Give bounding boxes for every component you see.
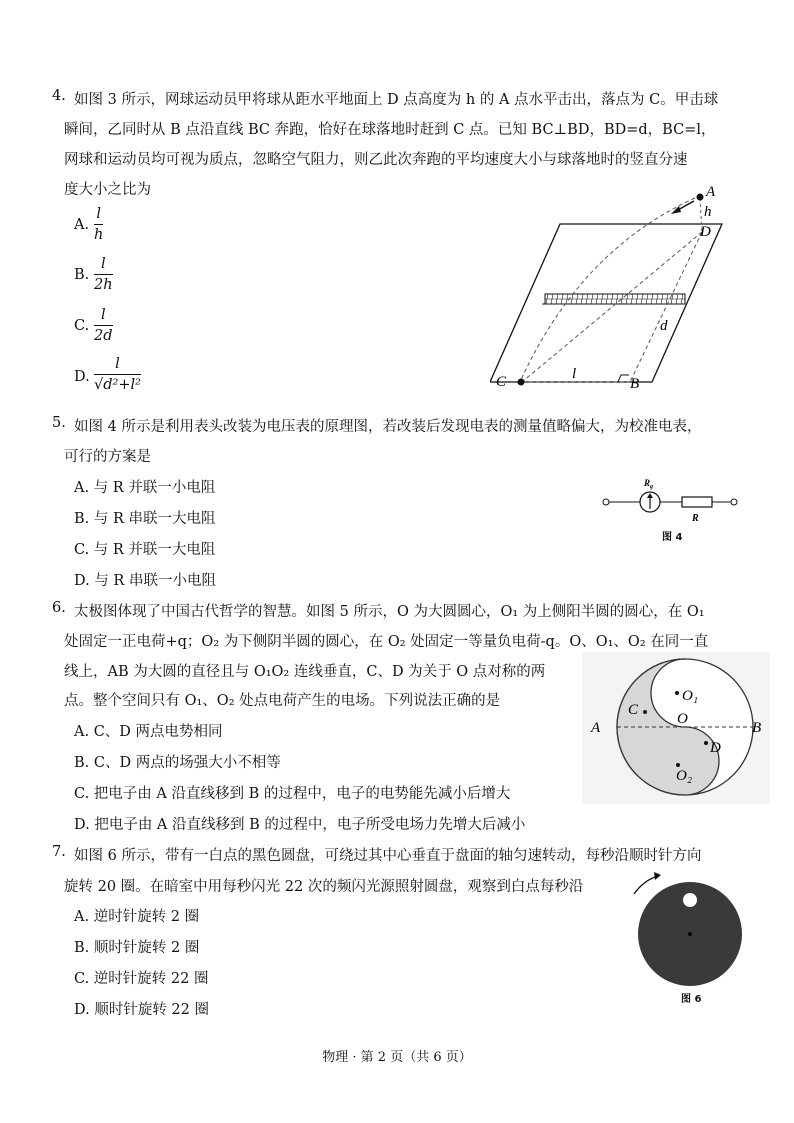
q6-option-d	[74, 813, 525, 834]
figure-5-taiji	[582, 652, 770, 804]
q7-line1: 如图 6 所示，带有一白点的黑色圆盘，可绕过其中心垂直于盘面的轴匀速转动，每秒沿顺时针方向	[74, 848, 702, 864]
q4-option-c-den: 2d	[94, 328, 113, 344]
q6-option-b-text: C、D 两点的场强大小不相等	[93, 755, 281, 771]
q4-option-b-den: 2h	[94, 277, 113, 293]
fig3-label-d-point: D	[700, 224, 711, 240]
q4-option-d-den: √d²+l²	[94, 377, 141, 393]
q5-option-c-text: 与 R 并联一大电阻	[93, 542, 216, 558]
q7-line2: 旋转 20 圈。在暗室中用每秒闪光 22 次的频闪光源照射圆盘，观察到白点每秒沿	[64, 879, 584, 895]
q5-option-a	[74, 476, 215, 497]
q5-option-d-label: D.	[74, 573, 90, 589]
q4-option-d-fraction	[94, 356, 141, 393]
q4-option-a-den: h	[94, 227, 104, 243]
fig5-label-b: B	[752, 720, 762, 736]
q5-option-d-text: 与 R 串联一小电阻	[94, 573, 216, 589]
q4-option-a-fraction	[94, 206, 103, 243]
q7-option-c-text: 逆时针旋转 22 圈	[93, 971, 209, 987]
q6-option-a	[74, 720, 223, 741]
q4-option-d-num: l	[115, 356, 120, 372]
q4-line3: 网球和运动员均可视为质点，忽略空气阻力，则乙此次奔跑的平均速度大小与球落地时的竖直分速	[64, 152, 688, 168]
q4-option-d-label: D.	[74, 369, 90, 385]
q7-option-d-text: 顺时针旋转 22 圈	[94, 1002, 209, 1018]
q7-option-a-label: A.	[74, 909, 90, 925]
fig3-label-h: h	[704, 204, 712, 220]
q5-line2: 可行的方案是	[64, 449, 151, 465]
q6-option-b	[74, 751, 281, 772]
q7-number: 7.	[52, 844, 66, 860]
q5-option-b	[74, 507, 216, 528]
q6-line2: 处固定一正电荷+q；O₂ 为下侧阴半圆的圆心，在 O₂ 处固定一等量负电荷-q。O、O₁、O₂ 在同一直	[64, 634, 709, 650]
q4-option-b-num: l	[100, 256, 106, 272]
fig4-label-r: R	[692, 513, 699, 524]
fig5-label-o: O	[677, 711, 688, 727]
q7-option-a	[74, 905, 199, 926]
q6-line3: 线上，AB 为大圆的直径且与 O₁O₂ 连线垂直，C、D 为关于 O 点对称的两	[64, 664, 546, 680]
q5-line1: 如图 4 所示是利用表头改装为电压表的原理图，若改装后发现电表的测量值略偏大，为校准电表，	[74, 419, 702, 435]
q6-line4: 点。整个空间只有 O₁、O₂ 处点电荷产生的电场。下列说法正确的是	[64, 693, 501, 709]
q6-option-b-label: B.	[74, 755, 90, 771]
figure-3-tennis-court	[490, 180, 730, 395]
fig5-label-o1: O₁	[682, 688, 699, 704]
q7-option-a-text: 逆时针旋转 2 圈	[93, 909, 200, 925]
q4-line1: 如图 3 所示，网球运动员甲将球从距水平地面上 D 点高度为 h 的 A 点水平击出，落点为 C。甲击球	[74, 92, 719, 108]
q7-option-b-text: 顺时针旋转 2 圈	[93, 940, 200, 956]
q5-option-d	[74, 569, 216, 590]
q7-option-d	[74, 998, 209, 1019]
q4-option-c-num: l	[100, 307, 106, 323]
fig5-label-a: A	[591, 720, 601, 736]
q7-option-b-label: B.	[74, 940, 90, 956]
q4-number: 4.	[52, 88, 66, 104]
fig4-label-rg: $R_g$	[644, 478, 654, 490]
fig3-label-a: A	[706, 184, 716, 200]
q7-option-c-label: C.	[74, 971, 90, 987]
q6-option-c-text: 把电子由 A 沿直线移到 B 的过程中，电子的电势能先减小后增大	[93, 786, 511, 802]
q6-line1: 太极图体现了中国古代哲学的智慧。如图 5 所示，O 为大圆圆心，O₁ 为上侧阳半圆的圆心，在 O₁	[74, 604, 705, 620]
q4-option-b-fraction	[94, 256, 113, 293]
fig5-label-c: C	[628, 702, 639, 718]
figure-6-disc	[628, 872, 752, 990]
q4-line4: 度大小之比为	[64, 182, 151, 198]
fig3-label-c: C	[496, 374, 507, 390]
q5-option-a-text: 与 R 并联一小电阻	[93, 480, 216, 496]
q4-option-a-num: l	[96, 206, 101, 222]
q5-option-b-text: 与 R 串联一大电阻	[93, 511, 216, 527]
q6-option-a-text: C、D 两点电势相同	[93, 724, 223, 740]
fig3-label-b: B	[630, 376, 640, 392]
q4-line2: 瞬间，乙同时从 B 点沿直线 BC 奔跑，恰好在球落地时赶到 C 点。已知 BC⊥BD，BD=d，BC=l，	[64, 122, 716, 138]
q5-number: 5.	[52, 415, 66, 431]
q4-option-b-label: B.	[74, 267, 90, 283]
fig3-label-l: l	[572, 366, 577, 382]
q7-option-b	[74, 936, 199, 957]
q6-option-c	[74, 782, 510, 803]
q4-option-c-fraction	[94, 307, 113, 344]
fig5-label-d: D	[710, 740, 721, 756]
figure-4-caption: 图 4	[662, 532, 683, 543]
fig3-label-d-length: d	[660, 318, 668, 334]
fig5-label-o2: O₂	[676, 768, 693, 784]
q6-option-d-label: D.	[74, 817, 90, 833]
q5-option-a-label: A.	[74, 480, 90, 496]
q6-option-a-label: A.	[74, 724, 90, 740]
page-footer: 物理 · 第 2 页（共 6 页）	[322, 1050, 472, 1065]
q4-option-a-label: A.	[74, 217, 90, 233]
q5-option-c-label: C.	[74, 542, 90, 558]
q5-option-b-label: B.	[74, 511, 90, 527]
q7-option-c	[74, 967, 208, 988]
q7-option-d-label: D.	[74, 1002, 90, 1018]
q5-option-c	[74, 538, 215, 559]
q6-number: 6.	[52, 600, 66, 616]
figure-6-caption: 图 6	[681, 994, 702, 1005]
q6-option-c-label: C.	[74, 786, 90, 802]
q4-option-c-label: C.	[74, 318, 90, 334]
q6-option-d-text: 把电子由 A 沿直线移到 B 的过程中，电子所受电场力先增大后减小	[94, 817, 526, 833]
